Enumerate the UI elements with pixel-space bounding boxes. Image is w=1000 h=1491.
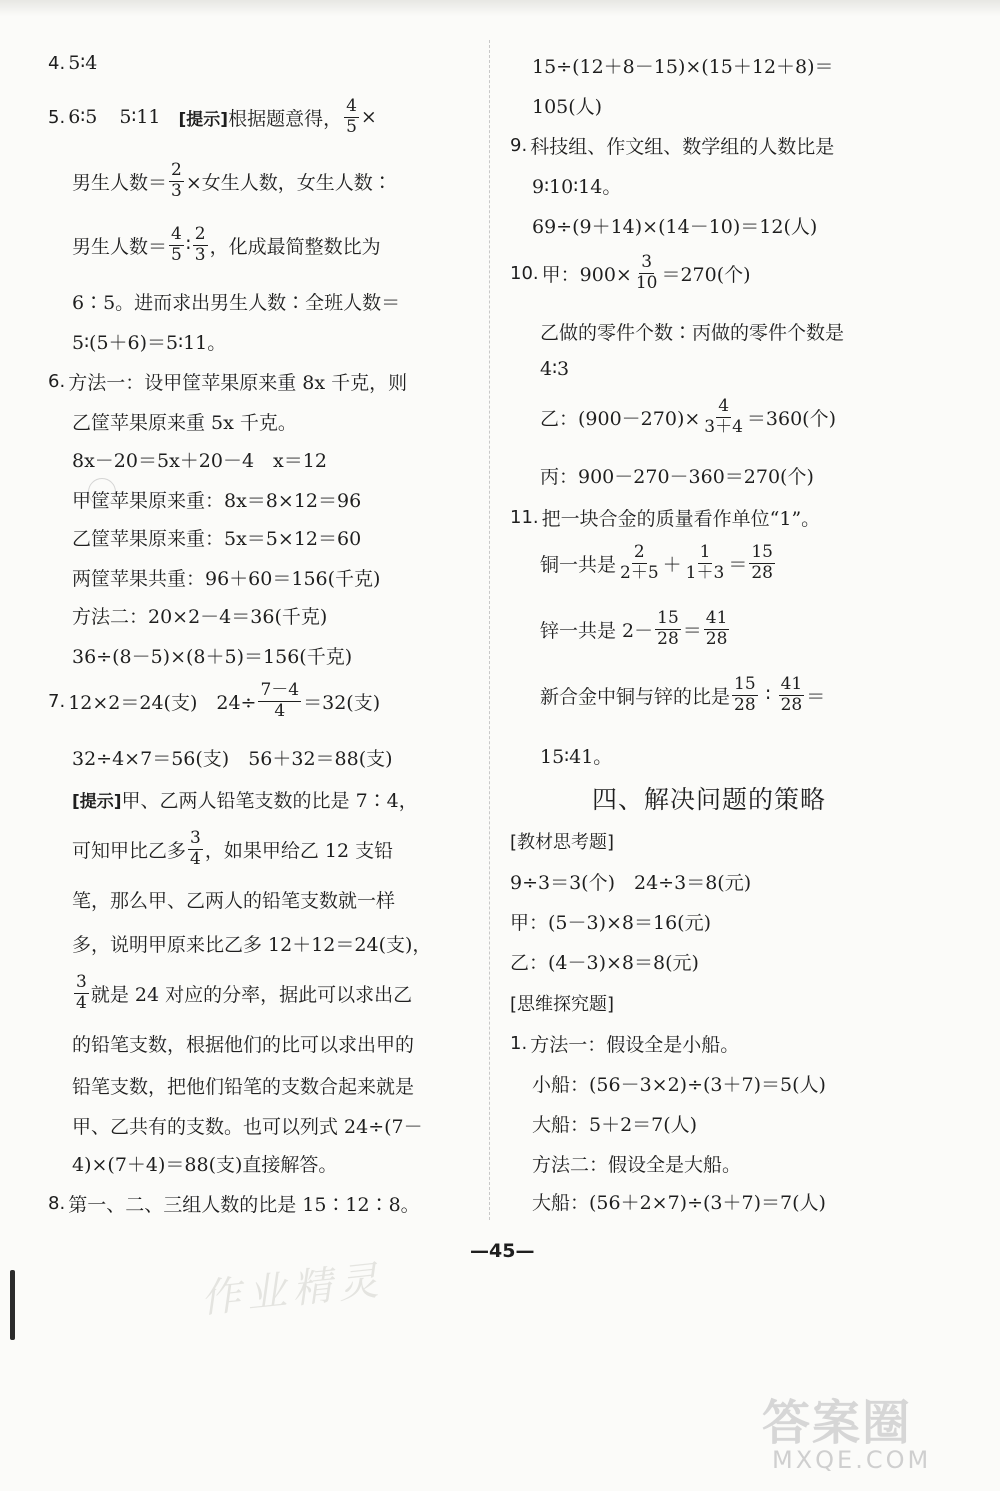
answer-text: ，化成最简整数比为	[209, 235, 381, 258]
numerator: 4	[718, 396, 730, 416]
strategy-1-line-1	[510, 1030, 739, 1057]
fraction	[732, 676, 758, 715]
textbook-questions-header: [教材思考题]	[510, 832, 615, 853]
answer-9-line-2: 9∶10∶14。	[532, 176, 622, 198]
fraction	[702, 398, 745, 437]
answer-text: 就是 24 对应的分率，据此可以求出乙	[90, 983, 413, 1006]
denominator: 10	[635, 272, 658, 293]
denominator: 28	[751, 562, 773, 583]
answer-text: ，如果甲给乙 12 支铅	[204, 839, 394, 862]
answer-text: ×	[360, 106, 377, 129]
answer-11-line-1	[510, 504, 820, 531]
answer-10-line-3: 4∶3	[540, 358, 570, 380]
question-number: 4.	[48, 52, 66, 74]
answer-text: 方法一：设甲筐苹果原来重 8x 千克，则	[68, 372, 408, 394]
denominator: 4	[274, 700, 286, 721]
numerator: 3	[190, 828, 201, 848]
answer-11-line-3	[540, 610, 731, 649]
watermark-logo-text: 答案圈	[762, 1395, 913, 1451]
answer-5-line-5: 5∶(5＋6)＝5∶11。	[72, 332, 227, 354]
numerator: 4	[171, 224, 182, 244]
fraction	[684, 544, 727, 583]
fraction	[704, 610, 730, 649]
fraction	[193, 226, 208, 265]
answer-6-line-4: 甲筐苹果原来重：8x＝8×12＝96	[72, 490, 362, 512]
hint-tag: [提示]	[178, 109, 229, 130]
answer-7-line-4	[72, 830, 393, 869]
answer-10-line-1	[510, 254, 751, 293]
question-number: 8.	[48, 1193, 66, 1214]
answer-text: 可知甲比乙多	[72, 839, 187, 862]
numerator: 3	[76, 972, 87, 992]
answer-7-line-9: 铅笔支数，把他们铅笔的支数合起来就是	[72, 1076, 415, 1098]
question-number: 7.	[48, 690, 66, 712]
answer-9-line-3: 69÷(9＋14)×(14－10)＝12(人)	[532, 216, 818, 238]
answer-10-line-2: 乙做的零件个数∶丙做的零件个数是	[540, 322, 845, 344]
answer-7-line-8: 的铅笔支数，根据他们的比可以求出甲的	[72, 1034, 415, 1056]
answer-text: 把一块合金的质量看作单位“1”。	[541, 508, 821, 530]
answer-11-line-4	[540, 676, 825, 715]
answer-8-line-3: 105(人)	[532, 96, 603, 118]
answer-text: ＝270(个)	[661, 263, 751, 286]
fraction	[258, 682, 301, 721]
answer-6-line-6: 两筐苹果共重：96＋60＝156(千克)	[72, 568, 381, 590]
watermark-url: MXQE.COM	[772, 1446, 932, 1474]
denominator: 28	[734, 694, 756, 715]
numerator: 2	[171, 160, 182, 180]
answer-6-line-1	[48, 368, 407, 395]
fraction	[618, 544, 661, 583]
answer-6-line-5: 乙筐苹果原来重：5x＝5×12＝60	[72, 528, 362, 550]
answer-text: 男生人数＝	[72, 235, 168, 258]
denominator: 3	[171, 180, 182, 201]
question-number: 6.	[48, 371, 66, 392]
numerator: 3	[641, 252, 653, 272]
numerator: 15	[734, 674, 756, 694]
answer-6-line-3: 8x－20＝5x＋20－4 x＝12	[72, 450, 327, 472]
fraction	[74, 974, 89, 1013]
thinking-questions-header: [思维探究题]	[510, 994, 615, 1015]
answer-text: 方法一：假设全是小船。	[530, 1034, 740, 1056]
answer-text: 甲、乙两人铅笔支数的比是 7∶4，	[121, 790, 418, 812]
fraction	[749, 544, 775, 583]
answer-text: 甲：900×	[541, 263, 632, 286]
answer-text: ∶	[765, 684, 771, 707]
textbook-line-2: 甲：(5－3)×8＝16(元)	[510, 912, 712, 934]
answer-10-line-5: 丙：900－270－360＝270(个)	[540, 466, 814, 488]
fraction	[344, 98, 359, 137]
fraction	[655, 610, 681, 649]
answer-11-line-5: 15∶41。	[540, 746, 613, 768]
answer-5-line-1	[48, 98, 377, 137]
denominator: 5	[171, 244, 182, 265]
answer-text: ∶	[185, 234, 191, 257]
hint-tag: [提示]	[72, 792, 122, 812]
answer-5-line-2	[72, 162, 392, 201]
answer-text: 5∶11	[119, 106, 161, 129]
fraction	[188, 830, 203, 869]
answer-4	[48, 52, 97, 74]
answer-text: 男生人数＝	[72, 171, 168, 194]
answer-7-line-1	[48, 682, 380, 721]
numerator: 7－4	[260, 680, 300, 700]
denominator: 4	[76, 992, 87, 1013]
answer-9-line-1	[510, 132, 834, 159]
answer-5-line-3	[72, 226, 381, 265]
numerator: 2	[633, 542, 645, 562]
answer-text: 根据题意得，	[228, 107, 343, 130]
answer-text: 科技组、作文组、数学组的人数比是	[530, 136, 835, 158]
answer-8-line-2: 15÷(12＋8－15)×(15＋12＋8)＝	[532, 56, 834, 78]
numerator: 15	[751, 542, 773, 562]
strategy-1-line-2: 小船：(56－3×2)÷(3＋7)＝5(人)	[532, 1074, 826, 1096]
answer-7-line-5: 笔，那么甲、乙两人的铅笔支数就一样	[72, 890, 396, 912]
answer-text: 5∶4	[68, 52, 98, 74]
answer-text: ＝	[682, 619, 702, 642]
denominator: 5	[346, 116, 357, 137]
question-number: 5.	[48, 106, 66, 128]
question-number: 1.	[510, 1033, 528, 1054]
numerator: 2	[194, 224, 206, 244]
answer-7-line-10: 甲、乙共有的支数。也可以列式 24÷(7－	[72, 1116, 423, 1138]
question-number: 9.	[510, 135, 528, 156]
answer-text: ＝	[728, 553, 748, 576]
answer-7-line-7	[72, 974, 412, 1013]
fraction	[634, 254, 660, 293]
strategy-1-line-5: 大船：(56＋2×7)÷(3＋7)＝7(人)	[532, 1192, 826, 1214]
question-number: 11.	[510, 507, 539, 528]
answer-text: 新合金中铜与锌的比是	[540, 685, 731, 708]
answer-8-line-1	[48, 1190, 420, 1217]
section-title: 四、解决问题的策略	[592, 785, 827, 814]
denominator: 28	[705, 628, 728, 649]
answer-6-line-8: 36÷(8－5)×(8＋5)＝156(千克)	[72, 646, 353, 668]
answer-7-line-2: 32÷4×7＝56(支) 56＋32＝88(支)	[72, 748, 393, 770]
page-number: —45—	[470, 1240, 535, 1262]
textbook-line-3: 乙：(4－3)×8＝8(元)	[510, 952, 699, 974]
numerator: 15	[657, 608, 679, 628]
watermark-logo	[752, 1384, 992, 1484]
fraction	[169, 162, 184, 201]
watermark-text: 作业精灵	[198, 1257, 387, 1323]
column-divider	[489, 40, 490, 1220]
answer-6-line-7: 方法二：20×2－4＝36(千克)	[72, 606, 328, 628]
answer-text: 锌一共是 2－	[540, 619, 654, 642]
textbook-line-1: 9÷3＝3(个) 24÷3＝8(元)	[510, 872, 752, 894]
answer-10-line-4	[540, 398, 836, 437]
answer-text: ＝32(支)	[303, 691, 381, 714]
denominator: 28	[657, 628, 679, 649]
answer-text: ＝360(个)	[746, 407, 837, 430]
page-top-shadow	[0, 0, 1000, 16]
numerator: 41	[780, 674, 803, 694]
answer-text: ×女生人数，女生人数∶	[185, 171, 392, 194]
denominator: 3＋4	[704, 416, 743, 437]
fraction	[779, 676, 805, 715]
numerator: 1	[699, 542, 711, 562]
question-number: 10.	[510, 262, 539, 284]
denominator: 3	[194, 244, 206, 265]
margin-mark	[10, 1270, 15, 1340]
answer-7-line-11: 4)×(7＋4)＝88(支)直接解答。	[72, 1154, 338, 1176]
numerator: 41	[705, 608, 728, 628]
strategy-1-line-4: 方法二：假设全是大船。	[532, 1154, 742, 1176]
answer-text: 6∶5	[68, 106, 98, 129]
answer-7-line-6: 多，说明甲原来比乙多 12＋12＝24(支)，	[72, 934, 432, 956]
answer-11-line-2	[540, 544, 777, 583]
answer-text: 12×2＝24(支) 24÷	[68, 691, 257, 714]
answer-text: 乙：(900－270)×	[540, 407, 701, 430]
strategy-1-line-3: 大船：5＋2＝7(人)	[532, 1114, 698, 1136]
denominator: 4	[190, 848, 201, 869]
denominator: 2＋5	[620, 562, 659, 583]
denominator: 28	[780, 694, 803, 715]
denominator: 1＋3	[685, 562, 725, 583]
answer-7-line-3	[72, 786, 418, 813]
answer-5-line-4: 6∶5。进而求出男生人数∶全班人数＝	[72, 292, 401, 314]
fraction	[169, 226, 184, 265]
answer-text: 第一、二、三组人数的比是 15∶12∶8。	[68, 1194, 420, 1216]
numerator: 4	[346, 96, 357, 116]
answer-6-line-2: 乙筐苹果原来重 5x 千克。	[72, 412, 297, 434]
answer-text: ＝	[806, 685, 826, 708]
answer-text: 铜一共是	[540, 553, 617, 576]
answer-text: ＋	[662, 553, 682, 576]
